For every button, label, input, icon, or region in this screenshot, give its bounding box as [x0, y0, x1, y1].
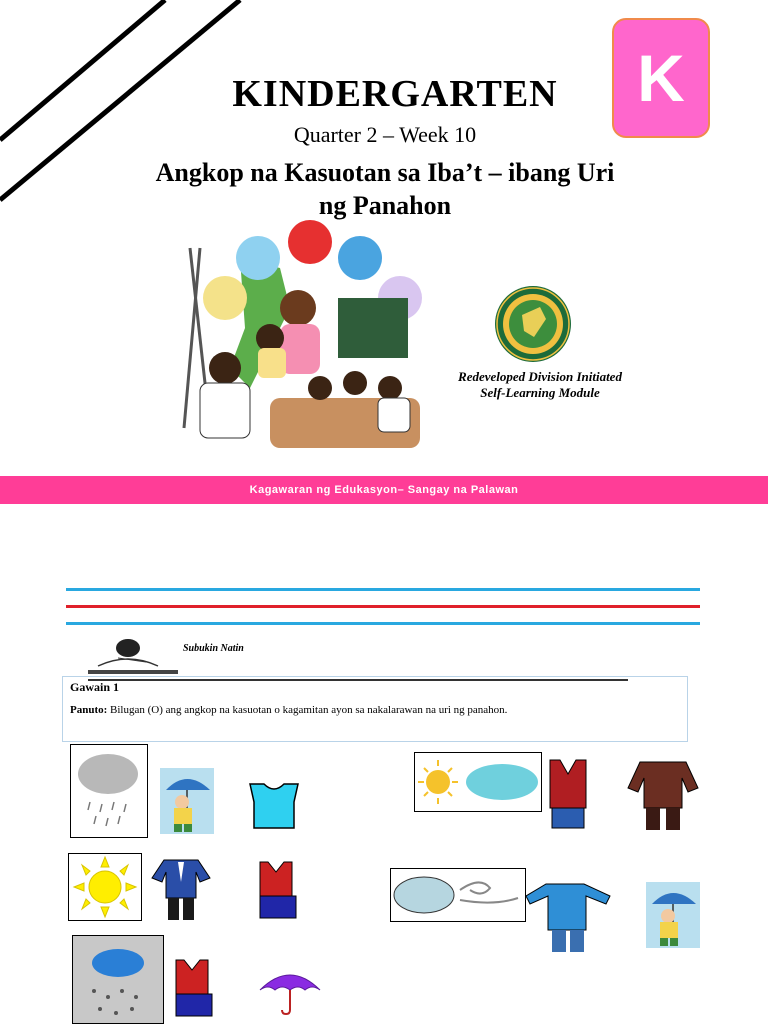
rain-cloud-icon-2: [72, 935, 164, 1024]
child-umbrella-icon: [160, 768, 214, 834]
cover-illustration: [170, 228, 422, 460]
activity-title: Gawain 1: [70, 680, 120, 694]
rule-blue-bottom: [66, 622, 700, 625]
rule-red: [66, 605, 700, 608]
wind-cloud-icon: [390, 868, 526, 922]
sun-cloud-icon: [414, 752, 542, 812]
reading-child-icon: [88, 636, 180, 674]
division-banner: [0, 476, 768, 504]
module-caption-line1: Redeveloped Division Initiated: [458, 369, 622, 384]
quarter-week: Quarter 2 – Week 10: [293, 122, 477, 147]
division-banner-text: Kagawaran ng Edukasyon– Sangay na Palawan: [249, 484, 519, 496]
subject-title-line2: ng Panahon: [318, 191, 452, 220]
page-title: KINDERGARTEN: [232, 73, 558, 115]
deped-seal-logo: [494, 285, 572, 363]
rain-cloud-icon: [70, 744, 148, 838]
rule-blue-top: [66, 588, 700, 591]
vest-shorts-icon-2: [256, 860, 300, 920]
child-umbrella-icon-2: [646, 882, 700, 948]
vest-shorts-icon: [546, 758, 590, 830]
module-caption: [420, 369, 660, 401]
sun-icon: [68, 853, 142, 921]
vest-shorts-icon-3: [172, 958, 216, 1018]
section-title: Subukin Natin: [183, 643, 244, 654]
jacket-pants-icon: [626, 758, 700, 830]
grade-badge: K: [612, 18, 710, 138]
uniform-shirt-icon: [150, 858, 212, 922]
instruction-text: Bilugan (O) ang angkop na kasuotan o kagamitan ayon sa nakalarawan na uri ng panahon.: [107, 704, 508, 716]
blue-jacket-icon: [526, 878, 612, 954]
module-caption-line2: Self-Learning Module: [480, 385, 600, 400]
subject-title-line1: Angkop na Kasuotan sa Iba’t – ibang Uri: [155, 158, 615, 187]
sleeveless-top-icon: [248, 782, 300, 830]
instruction-label: Panuto:: [70, 704, 108, 716]
umbrella-icon: [258, 966, 322, 1016]
subject-title: [100, 156, 670, 222]
instruction: [70, 704, 507, 716]
